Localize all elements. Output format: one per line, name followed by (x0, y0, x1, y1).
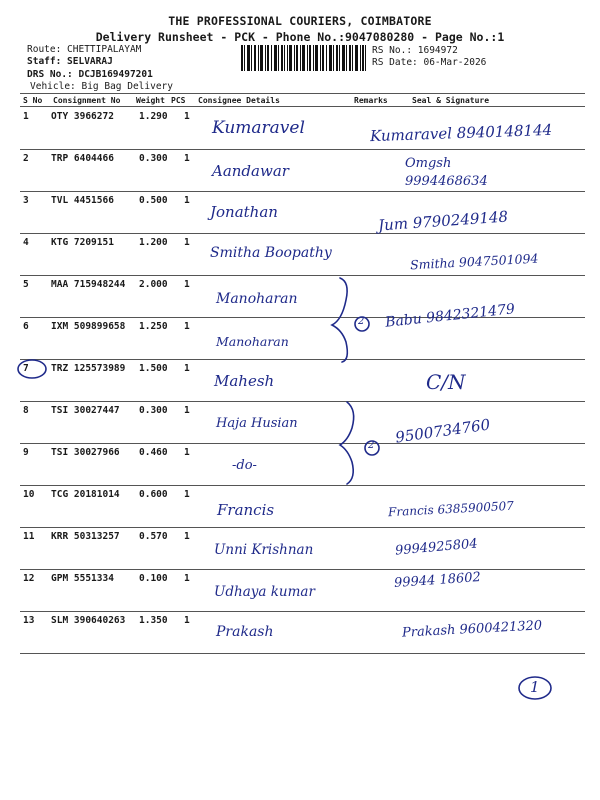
row-7-circle (18, 360, 46, 378)
hw-signature-3: Jum 9790249148 (377, 207, 509, 235)
row-sno: 10 (23, 489, 35, 500)
row-weight: 1.200 (139, 237, 168, 248)
hw-consignee-4: Smitha Boopathy (210, 245, 332, 261)
hw-consignee-7: Mahesh (214, 372, 275, 390)
row-consignment: SLM 390640263 (51, 615, 126, 626)
drs-no: DRS No.: DCJB169497201 (27, 69, 153, 80)
hw-consignee-3: Jonathan (210, 203, 278, 221)
title: THE PROFESSIONAL COURIERS, COIMBATORE (168, 14, 432, 28)
hw-consignee-8: Haja Husian (216, 416, 298, 431)
col-weight: Weight (136, 96, 165, 105)
row-sno: 9 (23, 447, 29, 458)
row-pcs: 1 (184, 363, 190, 374)
row-pcs: 1 (184, 153, 190, 164)
hw-consignee-2: Aandawar (212, 162, 289, 180)
rs-no: RS No.: 1694972 (372, 45, 458, 56)
bracket-label-1: 2 (358, 316, 365, 327)
row-sno: 13 (23, 615, 35, 626)
row-sno: 1 (23, 111, 29, 122)
row-pcs: 1 (184, 447, 190, 458)
col-consignment: Consignment No (53, 96, 121, 105)
row-weight: 0.300 (139, 153, 168, 164)
hw-consignee-5: Manoharan (216, 291, 298, 307)
row-consignment: KRR 50313257 (51, 531, 120, 542)
hw-consignee-1: Kumaravel (212, 118, 305, 138)
row-consignment: TVL 4451566 (51, 195, 114, 206)
hw-signature-10: Francis 6385900507 (387, 498, 515, 520)
row-sno: 2 (23, 153, 29, 164)
row-weight: 0.460 (139, 447, 168, 458)
row-weight: 0.600 (139, 489, 168, 500)
row-pcs: 1 (184, 615, 190, 626)
staff: Staff: SELVARAJ (27, 56, 113, 67)
row-consignment: TCG 20181014 (51, 489, 120, 500)
row-pcs: 1 (184, 279, 190, 290)
row-pcs: 1 (184, 531, 190, 542)
row-weight: 2.000 (139, 279, 168, 290)
row-sno: 11 (23, 531, 35, 542)
hw-signature-11: 9994925804 (394, 536, 479, 559)
brace-rows-8-9 (340, 402, 354, 484)
hw-signature-9: 9500734760 (394, 415, 492, 447)
row-sno: 7 (23, 363, 29, 374)
hw-consignee-12: Udhaya kumar (214, 584, 315, 600)
row-consignment: TRZ 125573989 (51, 363, 126, 374)
row-consignment: OTY 3966272 (51, 111, 114, 122)
hw-signature-1: Kumaravel 8940148144 (369, 120, 553, 146)
row-sno: 12 (23, 573, 35, 584)
row-weight: 1.500 (139, 363, 168, 374)
row-pcs: 1 (184, 489, 190, 500)
row-consignment: KTG 7209151 (51, 237, 114, 248)
row-pcs: 1 (184, 321, 190, 332)
brace-rows-5-6 (332, 278, 347, 362)
row-sno: 8 (23, 405, 29, 416)
row-weight: 0.100 (139, 573, 168, 584)
row-consignment: MAA 715948244 (51, 279, 126, 290)
hw-signature-13: Prakash 9600421320 (401, 618, 543, 641)
row-sno: 4 (23, 237, 29, 248)
row-weight: 0.570 (139, 531, 168, 542)
row-weight: 1.250 (139, 321, 168, 332)
row-weight: 1.350 (139, 615, 168, 626)
row-pcs: 1 (184, 405, 190, 416)
row-consignment: GPM 5551334 (51, 573, 114, 584)
rs-date: RS Date: 06-Mar-2026 (372, 57, 487, 68)
col-pcs: PCS (171, 96, 186, 105)
col-remarks: Remarks (354, 96, 388, 105)
row-weight: 1.290 (139, 111, 168, 122)
hw-signature-4: Smitha 9047501094 (409, 250, 539, 273)
hw-signature-12: 99944 18602 (393, 569, 482, 592)
row-weight: 0.300 (139, 405, 168, 416)
row-pcs: 1 (184, 573, 190, 584)
row-sno: 5 (23, 279, 29, 290)
row-consignment: IXM 509899658 (51, 321, 126, 332)
row-consignment: TSI 30027447 (51, 405, 120, 416)
row-sno: 6 (23, 321, 29, 332)
hw-signature-2: Omgsh 9994468634 (405, 156, 488, 189)
hw-consignee-9: -do- (232, 458, 257, 473)
row-sno: 3 (23, 195, 29, 206)
hw-signature-6: Babu 9842321479 (384, 301, 516, 331)
col-signature: Seal & Signature (412, 96, 490, 105)
subtitle: Delivery Runsheet - PCK - Phone No.:9047080280 - Page No.:1 (95, 30, 505, 44)
col-sno: S No (23, 96, 43, 105)
row-pcs: 1 (184, 111, 190, 122)
hw-consignee-10: Francis (217, 501, 275, 519)
hw-consignee-13: Prakash (216, 624, 274, 640)
row-pcs: 1 (184, 237, 190, 248)
bracket-label-2: 2 (368, 440, 375, 451)
row-consignment: TSI 30027966 (51, 447, 120, 458)
row-pcs: 1 (184, 195, 190, 206)
hw-consignee-11: Unni Krishnan (214, 542, 314, 558)
row-consignment: TRP 6404466 (51, 153, 114, 164)
row-weight: 0.500 (139, 195, 168, 206)
vehicle: Vehicle: Big Bag Delivery (30, 81, 173, 92)
hw-consignee-6: Manoharan (216, 334, 289, 349)
page-number-mark: 1 (530, 678, 540, 696)
route: Route: CHETTIPALAYAM (27, 44, 142, 55)
col-consignee: Consignee Details (198, 96, 280, 105)
hw-signature-7: C/N (426, 370, 466, 394)
